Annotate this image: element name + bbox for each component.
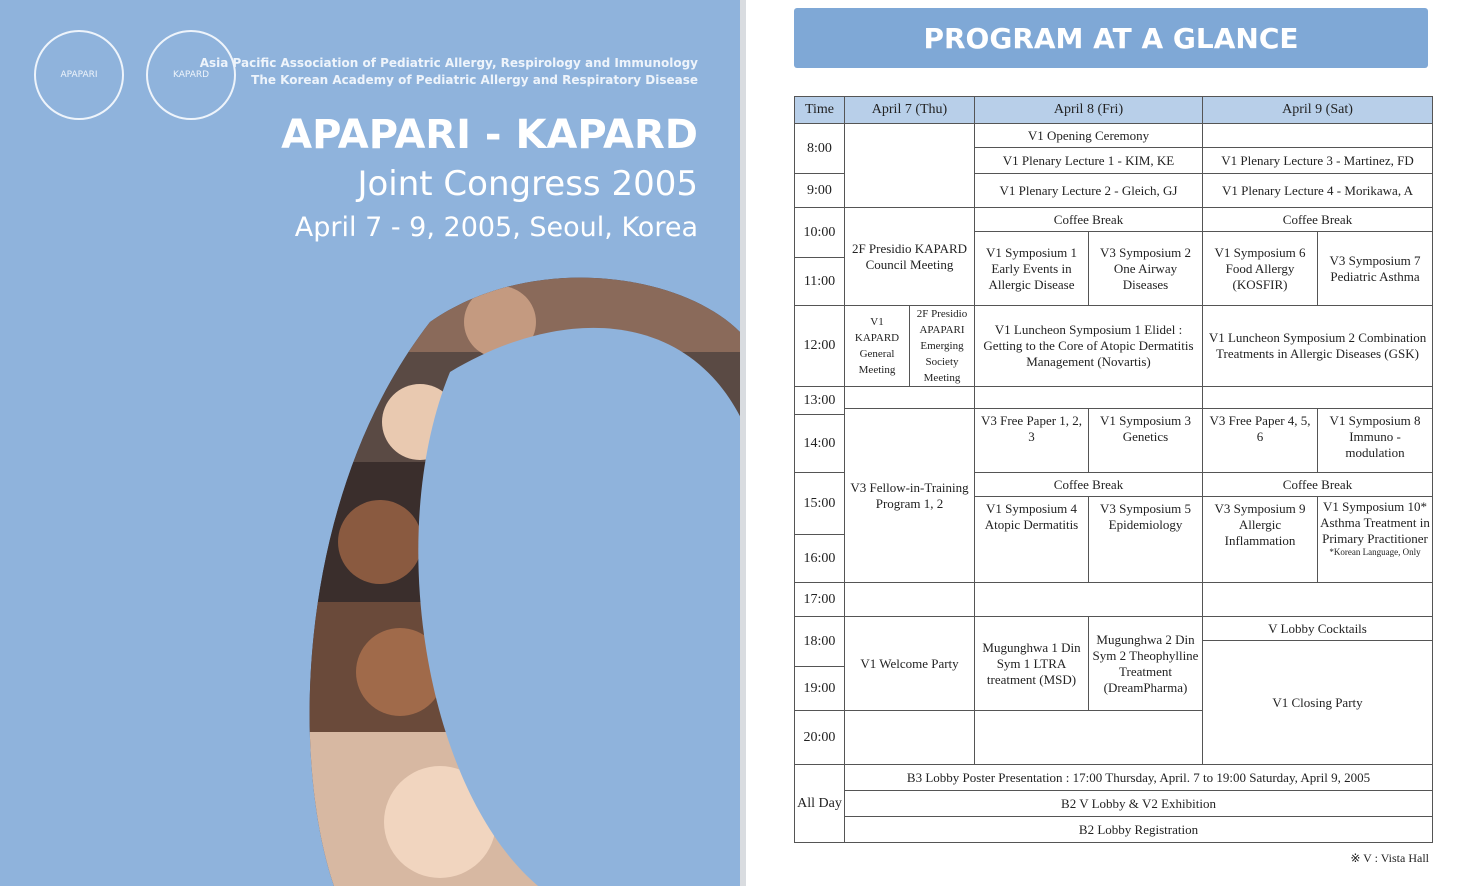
thu-welcome-party: V1 Welcome Party: [845, 617, 975, 711]
fri-din1: Mugunghwa 1 Din Sym 1 LTRA treatment (MSD): [975, 617, 1089, 711]
table-row: [795, 124, 1433, 148]
fri-13-empty: [975, 387, 1203, 409]
header-apr8: April 8 (Fri): [975, 97, 1203, 124]
association-line-2: The Korean Academy of Pediatric Allergy and Respiratory Disease: [251, 73, 698, 87]
logo1-label: APAPARI: [60, 70, 98, 80]
sat-17-empty: [1203, 583, 1433, 617]
congress-subtitle: Joint Congress 2005: [357, 164, 698, 204]
sat-early-empty: [1203, 124, 1433, 148]
time-12: 12:00: [795, 306, 845, 387]
fri-plenary2: V1 Plenary Lecture 2 - Gleich, GJ: [975, 174, 1203, 208]
thu-apapari-emerging: 2F Presidio APAPARI Emerging Society Meeting: [910, 306, 975, 387]
fri-plenary1: V1 Plenary Lecture 1 - KIM, KE: [975, 148, 1203, 174]
program-heading: PROGRAM AT A GLANCE: [794, 8, 1428, 68]
fri-coffee1: Coffee Break: [975, 208, 1203, 232]
allday-registration: B2 Lobby Registration: [845, 817, 1433, 843]
table-row: [795, 765, 1433, 791]
sat-coffee1: Coffee Break: [1203, 208, 1433, 232]
thu-fellow-training: V3 Fellow-in-Training Program 1, 2: [845, 409, 975, 583]
header-time: Time: [795, 97, 845, 124]
time-19: 19:00: [795, 667, 845, 711]
sat-sym8: V1 Symposium 8 Immuno - modulation: [1318, 409, 1433, 473]
fri-opening: V1 Opening Ceremony: [975, 124, 1203, 148]
allday-poster: B3 Lobby Poster Presentation : 17:00 Thursday, April. 7 to 19:00 Saturday, April 9, 2005: [845, 765, 1433, 791]
sat-cocktails: V Lobby Cocktails: [1203, 617, 1433, 641]
fri-17-empty: [975, 583, 1203, 617]
thu-17-empty: [845, 583, 975, 617]
thu-morning-empty: [845, 124, 975, 208]
apapari-logo: [34, 30, 124, 120]
table-row: [795, 387, 1433, 409]
sat-coffee2: Coffee Break: [1203, 473, 1433, 497]
fri-sym5: V3 Symposium 5 Epidemiology: [1089, 497, 1203, 583]
sat-sym6: V1 Symposium 6 Food Allergy (KOSFIR): [1203, 232, 1318, 306]
fri-sym1: V1 Symposium 1 Early Events in Allergic Disease: [975, 232, 1089, 306]
fri-20-empty: [975, 711, 1203, 765]
logo2-label: KAPARD: [172, 70, 210, 80]
fri-sym3: V1 Symposium 3 Genetics: [1089, 409, 1203, 473]
thu-council: 2F Presidio KAPARD Council Meeting: [845, 208, 975, 306]
time-13: 13:00: [795, 387, 845, 415]
sat-closing: V1 Closing Party: [1203, 641, 1433, 765]
time-16: 16:00: [795, 535, 845, 583]
table-header-row: [795, 97, 1433, 124]
table-row: [795, 791, 1433, 817]
sat-luncheon2: V1 Luncheon Symposium 2 Combination Treatments in Allergic Diseases (GSK): [1203, 306, 1433, 387]
table-row: [795, 306, 1433, 387]
time-14: 14:00: [795, 415, 845, 473]
congress-title: APAPARI - KAPARD: [281, 112, 698, 158]
fri-coffee2: Coffee Break: [975, 473, 1203, 497]
fri-sym2: V3 Symposium 2 One Airway Diseases: [1089, 232, 1203, 306]
sat-plenary4: V1 Plenary Lecture 4 - Morikawa, A: [1203, 174, 1433, 208]
time-17: 17:00: [795, 583, 845, 617]
thu-20-empty: [845, 711, 975, 765]
program-page: [746, 0, 1473, 886]
kapard-logo: [146, 30, 236, 120]
sat-freepaper: V3 Free Paper 4, 5, 6: [1203, 409, 1318, 473]
sat-13-empty: [1203, 387, 1433, 409]
sat-plenary3: V1 Plenary Lecture 3 - Martinez, FD: [1203, 148, 1433, 174]
fri-freepaper: V3 Free Paper 1, 2, 3: [975, 409, 1089, 473]
sat-sym10-title: V1 Symposium 10* Asthma Treatment in Primary Practitioner: [1320, 499, 1430, 546]
allday-exhibition: B2 V Lobby & V2 Exhibition: [845, 791, 1433, 817]
time-11: 11:00: [795, 258, 845, 306]
time-10: 10:00: [795, 208, 845, 258]
time-allday: All Day: [795, 765, 845, 843]
thu-kapard-general: V1 KAPARD General Meeting: [845, 306, 910, 387]
table-row: [795, 409, 1433, 415]
header-apr9: April 9 (Sat): [1203, 97, 1433, 124]
header-apr7: April 7 (Thu): [845, 97, 975, 124]
sat-sym10: [1318, 497, 1433, 583]
sat-sym7: V3 Symposium 7 Pediatric Asthma: [1318, 232, 1433, 306]
thu-13-empty: [845, 387, 975, 409]
time-8: 8:00: [795, 124, 845, 174]
sat-sym9: V3 Symposium 9 Allergic Inflammation: [1203, 497, 1318, 583]
association-line-1: Asia Pacific Association of Pediatric Allergy, Respirology and Immunology: [199, 56, 698, 70]
fri-din2: Mugunghwa 2 Din Sym 2 Theophylline Treatment (DreamPharma): [1089, 617, 1203, 711]
sat-sym10-note: *Korean Language, Only: [1329, 547, 1421, 557]
table-row: [795, 617, 1433, 641]
program-table: [794, 96, 1433, 843]
congress-dates: April 7 - 9, 2005, Seoul, Korea: [294, 212, 698, 243]
vista-hall-footnote: ※ V : Vista Hall: [1350, 851, 1429, 865]
time-15: 15:00: [795, 473, 845, 535]
children-photo-crescent: [300, 262, 740, 886]
table-row: [795, 208, 1433, 232]
time-18: 18:00: [795, 617, 845, 667]
time-9: 9:00: [795, 174, 845, 208]
fri-luncheon1: V1 Luncheon Symposium 1 Elidel : Getting to the Core of Atopic Dermatitis Management (Novartis): [975, 306, 1203, 387]
table-row: [795, 583, 1433, 617]
table-row: [795, 817, 1433, 843]
fri-sym4: V1 Symposium 4 Atopic Dermatitis: [975, 497, 1089, 583]
time-20: 20:00: [795, 711, 845, 765]
